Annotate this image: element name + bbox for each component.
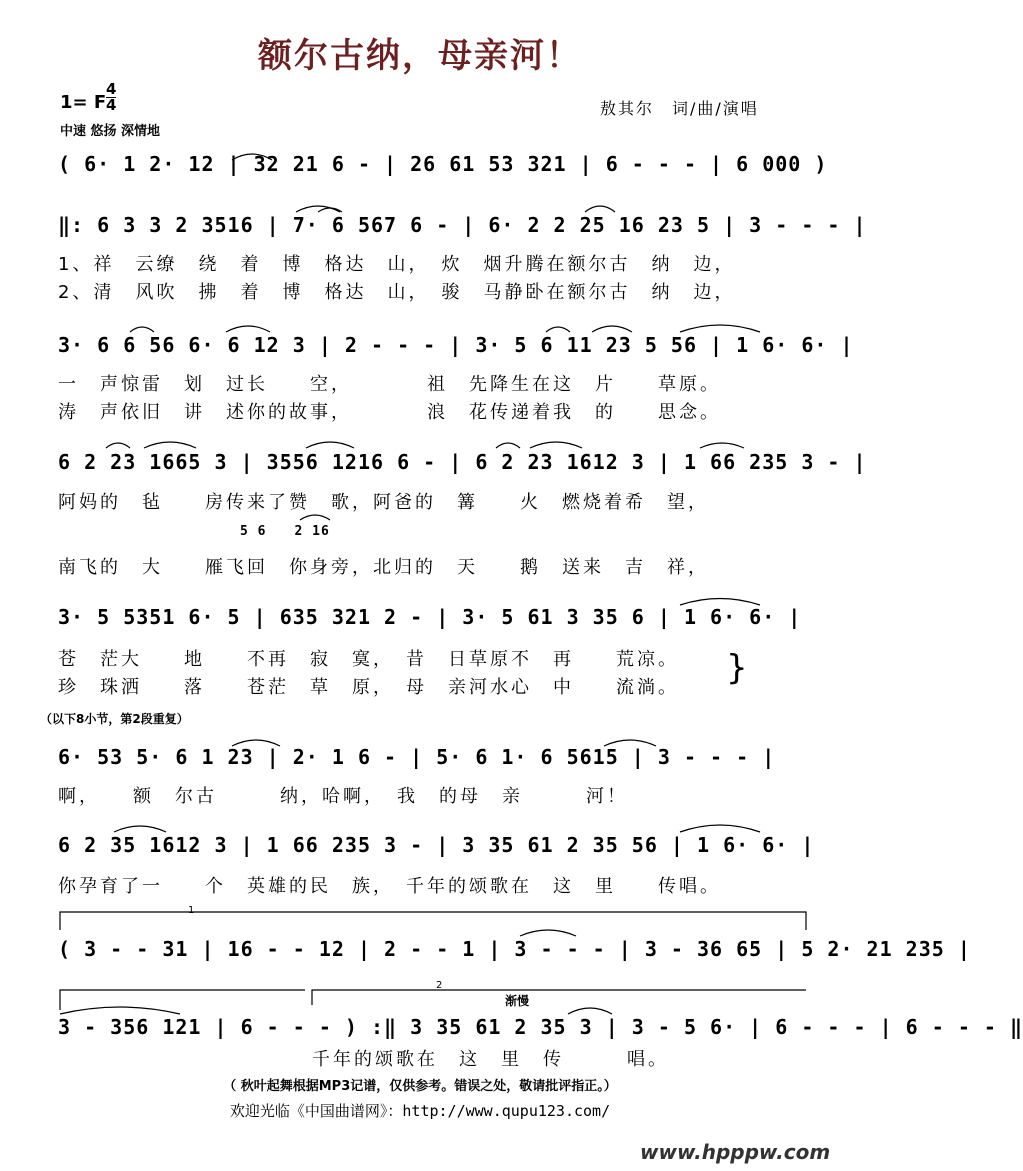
notation-row-3: 6 2 23 1665 3 | 3556 1216 6 - | 6 2 23 1612 3 | 1 66 235 3 - | xyxy=(58,450,867,474)
credit-line: 敖其尔 词/曲/演唱 xyxy=(600,99,759,118)
time-signature-top: 4 xyxy=(106,80,117,98)
slur xyxy=(114,826,166,832)
slur xyxy=(232,154,272,160)
lyric-row-2-verse-1: 一 声惊雷 划 过长 空， 祖 先降生在这 片 草原。 xyxy=(58,374,721,395)
lyric-row-1-verse-2: 2、清 风吹 拂 着 博 格达 山， 骏 马静卧在额尔古 纳 边， xyxy=(58,282,736,303)
slur xyxy=(680,325,760,332)
footer-note: （ 秋叶起舞根据MP3记谱，仅供参考。错误之处，敬请批评指正。） xyxy=(223,1079,617,1094)
slur xyxy=(306,442,354,448)
repeat-note: （以下8小节，第2段重复） xyxy=(40,712,189,726)
notation-row-7: 6 2 35 1612 3 | 1 66 235 3 - | 3 35 61 2 35 56 | 1 6· 6· | xyxy=(58,833,815,857)
verse-brace: } xyxy=(726,648,748,688)
ritardando-marking: 渐慢 xyxy=(505,994,530,1008)
lyric-row-3-verse-2: 南飞的 大 雁飞回 你身旁，北归的 天 鹅 送来 吉 祥， xyxy=(58,557,709,578)
slur xyxy=(680,825,760,832)
slur xyxy=(226,326,270,332)
slur xyxy=(296,206,340,212)
slur xyxy=(300,515,330,520)
lyric-row-7: 你孕育了一 个 英雄的民 族， 千年的颂歌在 这 里 传唱。 xyxy=(58,876,721,897)
notation-row-5: 3· 5 5351 6· 5 | 635 321 2 - | 3· 5 61 3 35 6 | 1 6· 6· | xyxy=(58,605,802,629)
watermark: www.hpppw.com xyxy=(640,1140,831,1164)
notation-row-1: ‖: 6 3 3 2 3516 | 7· 6 567 6 - | 6· 2 2 25 16 23 5 | 3 - - - | xyxy=(58,213,867,237)
slur xyxy=(568,1008,612,1014)
footer-site: 欢迎光临《中国曲谱网》：http://www.qupu123.com/ xyxy=(229,1102,611,1120)
time-signature-bottom: 4 xyxy=(106,96,117,114)
lyric-row-2-verse-2: 涛 声依旧 讲 述你的故事， 浪 花传递着我 的 思念。 xyxy=(58,402,721,423)
slur xyxy=(144,442,196,448)
slur xyxy=(496,443,520,448)
verse-2-variant-notes: 5 6 2 16 xyxy=(240,524,330,539)
notation-row-9: 3 - 356 121 | 6 - - - ) :‖ 3 35 61 2 35 3 | 3 - 5 6· | 6 - - - | 6 - - - ‖ xyxy=(58,1015,1023,1039)
volta-2-bracket xyxy=(312,990,806,1005)
lyric-row-5-verse-2: 珍 珠洒 落 苍茫 草 原， 母 亲河水心 中 流淌。 xyxy=(58,677,679,698)
slur xyxy=(604,740,656,746)
slur xyxy=(592,326,632,332)
notation-row-6: 6· 53 5· 6 1 23 | 2· 1 6 - | 5· 6 1· 6 5615 | 3 - - - | xyxy=(58,745,776,769)
notation-row-intro: ( 6· 1 2· 12 | 32 21 6 - | 26 61 53 321 | 6 - - - | 6 000 ) xyxy=(58,152,828,176)
lyric-row-5-verse-1: 苍 茫大 地 不再 寂 寞， 昔 日草原不 再 荒凉。 xyxy=(58,649,679,670)
slur xyxy=(60,1007,180,1014)
song-title: 额尔古纳，母亲河！ xyxy=(258,36,582,76)
tempo-marking: 中速 悠扬 深情地 xyxy=(60,124,161,139)
lyric-row-1-verse-1: 1、祥 云缭 绕 着 博 格达 山， 炊 烟升腾在额尔古 纳 边， xyxy=(58,254,736,275)
slur xyxy=(585,206,615,212)
volta-1-number: 1 xyxy=(188,905,195,916)
notation-row-2: 3· 6 6 56 6· 6 12 3 | 2 - - - | 3· 5 6 11 23 5 56 | 1 6· 6· | xyxy=(58,333,854,357)
volta-1-bracket xyxy=(60,912,806,930)
slur xyxy=(530,442,582,448)
slur xyxy=(520,930,576,936)
key-signature: 1= F xyxy=(60,92,107,113)
volta-2-number: 2 xyxy=(436,980,443,991)
slur xyxy=(232,740,280,746)
slur xyxy=(546,327,570,332)
slur xyxy=(700,443,744,448)
bracket-left xyxy=(60,990,305,1010)
lyric-row-3-verse-1: 阿妈的 毡 房传来了赞 歌，阿爸的 篝 火 燃烧着希 望， xyxy=(58,492,709,513)
slur xyxy=(680,599,760,606)
lyric-row-6: 啊， 额 尔古 纳，哈啊， 我 的母 亲 河！ xyxy=(58,786,628,807)
slur xyxy=(130,327,154,332)
slur xyxy=(106,443,130,448)
lyric-row-9: 千年的颂歌在 这 里 传 唱。 xyxy=(312,1049,669,1070)
notation-row-8: ( 3 - - 31 | 16 - - 12 | 2 - - 1 | 3 - - - | 3 - 36 65 | 5 2· 21 235 | xyxy=(58,937,971,961)
